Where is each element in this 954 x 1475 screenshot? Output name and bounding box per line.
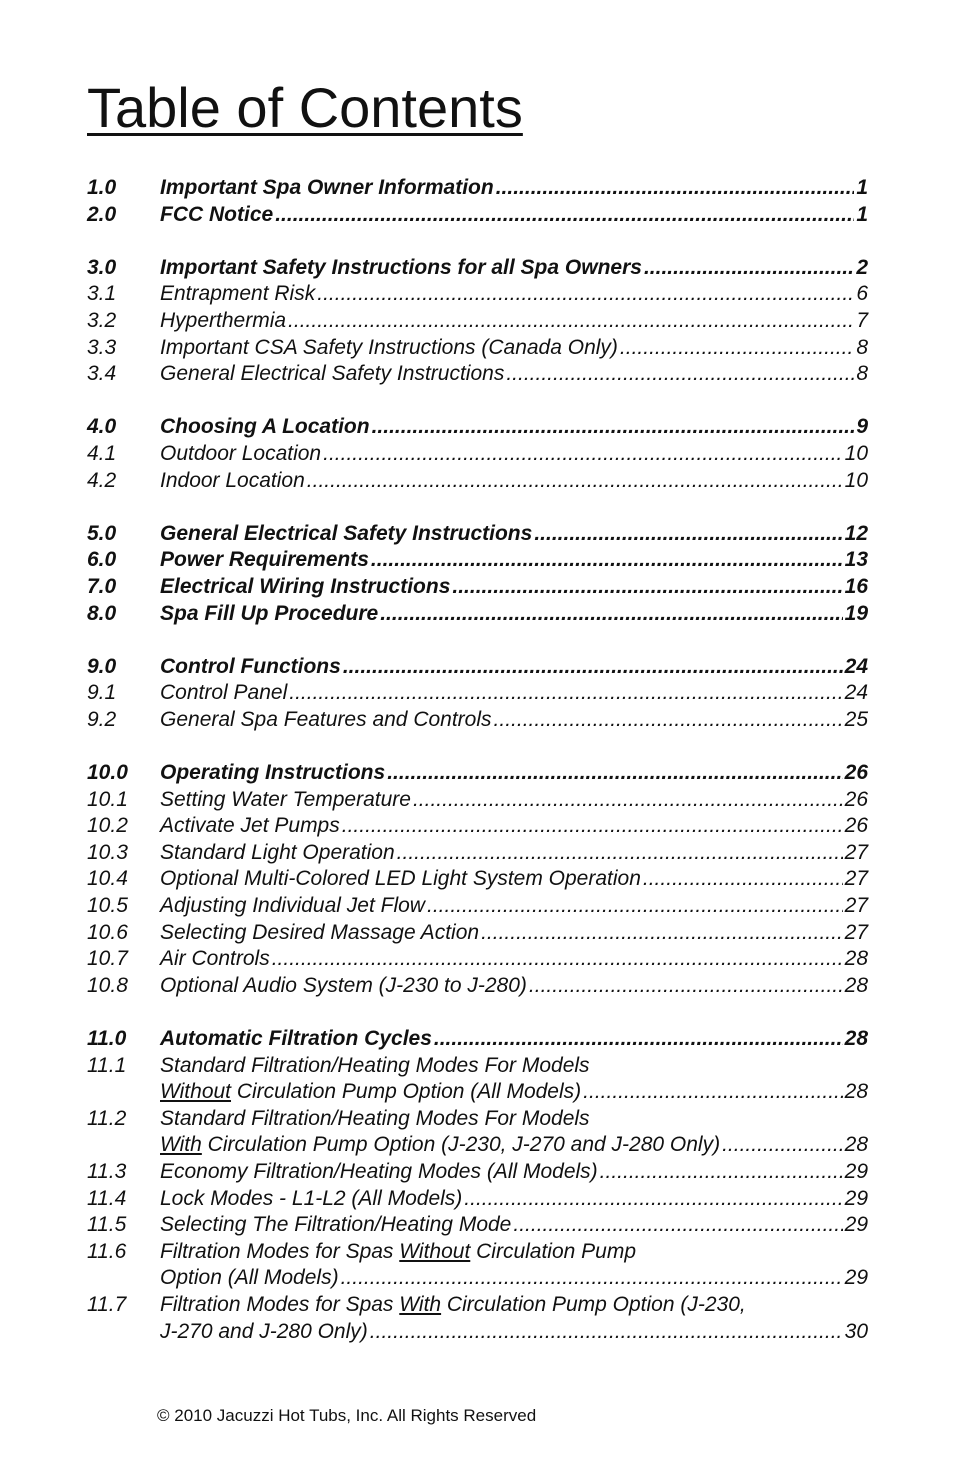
entry-title-emphasis: With [399,1292,442,1316]
page-number: 27 [844,867,868,891]
section-number: 9.1 [87,681,117,705]
entry-title: Important CSA Safety Instructions (Canada Only) [160,335,618,359]
dot-leader [643,866,843,893]
toc-entry[interactable] [87,547,868,574]
page-number: 7 [856,308,868,332]
dot-leader [323,441,843,468]
entry-title: Control Panel [160,681,288,705]
toc-entry[interactable] [87,521,868,548]
page-number: 10 [844,468,868,492]
page-number: 27 [844,920,868,944]
page-number: 8 [856,362,868,386]
section-number: 2.0 [87,202,117,226]
section-number: 1.0 [87,176,117,199]
section-number: 9.0 [87,654,117,678]
toc-entry[interactable] [87,601,868,628]
section-number: 11.7 [87,1292,127,1316]
page-number: 29 [844,1186,868,1210]
section-number: 10.4 [87,867,128,891]
section-number: 10.3 [87,840,128,864]
dot-leader [427,893,843,920]
entry-title: Automatic Filtration Cycles [160,1027,432,1050]
toc-entry[interactable] [87,335,868,362]
copyright-footer: © 2010 Jacuzzi Hot Tubs, Inc. All Rights Reserved [157,1406,537,1425]
section-number: 5.0 [87,521,117,545]
section-number: 11.5 [87,1213,127,1237]
section-number: 10.0 [87,761,128,785]
page-number: 10 [844,441,868,465]
dot-leader [317,281,854,308]
toc-entry[interactable] [87,654,868,681]
dot-leader [371,547,843,574]
toc-entry[interactable] [87,255,868,282]
toc-entry[interactable] [87,1026,868,1053]
toc-entry[interactable] [87,308,868,335]
entry-title: Adjusting Individual Jet Flow [160,894,425,918]
dot-leader [272,946,843,973]
page-number: 30 [844,1319,868,1343]
dot-leader [534,521,842,548]
page-number: 29 [844,1266,868,1290]
toc-entry[interactable] [87,281,868,308]
section-number: 3.4 [87,362,117,386]
page-number: 28 [844,1080,868,1104]
toc-entry[interactable] [87,680,868,707]
toc-entry[interactable] [87,574,868,601]
entry-title: General Electrical Safety Instructions [160,521,533,545]
dot-leader [372,414,855,441]
page-number: 2 [856,255,868,279]
section-number: 3.1 [87,282,117,306]
entry-title-emphasis: Without [160,1080,232,1104]
page-number: 26 [844,787,868,811]
page-number: 24 [844,654,868,678]
section-number: 3.2 [87,308,117,332]
entry-title: Choosing A Location [160,415,370,439]
section-number: 3.0 [87,255,117,279]
dot-leader [644,255,854,282]
page-number: 26 [844,761,868,785]
page-number: 19 [844,601,868,625]
page-number: 27 [844,894,868,918]
toc-entry[interactable] [87,813,868,840]
dot-leader [434,1026,843,1053]
entry-title: FCC Notice [160,202,274,226]
dot-leader [288,308,854,335]
toc-entry[interactable] [87,840,868,867]
section-number: 10.6 [87,920,128,944]
entry-title: Hyperthermia [160,308,287,332]
dot-leader [513,1212,842,1239]
entry-title: Standard Light Operation [160,840,395,864]
page-number: 16 [844,574,868,598]
dot-leader [583,1079,842,1106]
toc-entry[interactable] [87,441,868,468]
dot-leader [494,707,843,734]
dot-leader [289,680,842,707]
page-number: 28 [844,947,868,971]
entry-title: General Electrical Safety Instructions [160,362,505,386]
table-of-contents [87,175,868,1345]
section-number: 3.3 [87,335,117,359]
section-number: 11.4 [87,1186,127,1210]
page-number: 25 [844,707,868,731]
dot-leader [342,813,843,840]
dot-leader [307,468,843,495]
entry-title: Setting Water Temperature [160,787,411,811]
page-number: 29 [844,1159,868,1183]
dot-leader [343,654,843,681]
section-number: 10.7 [87,947,128,971]
section-number: 10.8 [87,973,128,997]
entry-title-part: Filtration Modes for Spas [160,1292,400,1316]
section-number: 7.0 [87,574,117,598]
page-number: 29 [844,1213,868,1237]
entry-title-part: Circulation Pump [470,1239,637,1263]
entry-title: J-270 and J-280 Only) [160,1319,368,1343]
dot-leader [600,1159,843,1186]
section-number: 6.0 [87,548,117,572]
toc-entry[interactable] [87,1186,868,1213]
entry-title: Selecting Desired Massage Action [160,920,480,944]
page-number: 13 [844,548,868,572]
page-number: 26 [844,814,868,838]
section-number: 9.2 [87,707,117,731]
section-number: 11.6 [87,1239,127,1263]
entry-title: Circulation Pump Option (J-230, J-270 and J-280 Only) [201,1133,721,1157]
entry-title: Selecting The Filtration/Heating Mode [160,1213,512,1237]
page-number: 12 [844,521,868,545]
toc-entry[interactable] [87,1212,868,1239]
page-number: 28 [844,973,868,997]
dot-leader [380,601,842,628]
page-number: 28 [844,1133,868,1157]
toc-entry[interactable] [87,760,868,787]
entry-title: Air Controls [160,947,270,971]
section-number: 10.2 [87,814,128,838]
entry-title: General Spa Features and Controls [160,707,492,731]
entry-title: Indoor Location [160,468,305,492]
entry-title: Lock Modes - L1-L2 (All Models) [160,1186,463,1210]
dot-leader [275,202,854,229]
dot-leader [464,1186,842,1213]
dot-leader [506,361,854,388]
page-number: 8 [856,335,868,359]
dot-leader [529,973,843,1000]
page-number: 28 [844,1027,868,1050]
entry-title: Entrapment Risk [160,282,316,306]
toc-entry[interactable] [87,468,868,495]
entry-title: Optional Audio System (J-230 to J-280) [160,973,527,997]
toc-entry[interactable] [87,866,868,893]
toc-entry[interactable] [87,1106,868,1159]
toc-entry[interactable] [87,361,868,388]
toc-entry[interactable] [87,202,868,229]
entry-title: Optional Multi-Colored LED Light System Operation [160,867,641,891]
dot-leader [397,840,843,867]
toc-entry[interactable] [87,1159,868,1186]
section-number: 11.3 [87,1159,127,1183]
entry-title: Power Requirements [160,548,369,572]
toc-entry[interactable] [87,414,868,441]
toc-entry[interactable] [87,920,868,947]
dot-leader [481,920,843,947]
entry-title: Control Functions [160,654,341,678]
dot-leader [496,175,855,202]
entry-title-emphasis: Without [399,1239,471,1263]
entry-title-part: Circulation Pump Option (J-230, [441,1292,746,1316]
entry-title-line: Standard Filtration/Heating Modes For Models [160,1053,590,1077]
dot-leader [341,1265,843,1292]
page-number: 24 [844,681,868,705]
section-number: 10.1 [87,787,128,811]
entry-title: Electrical Wiring Instructions [160,574,451,598]
section-number: 11.1 [87,1053,127,1077]
section-number: 8.0 [87,601,117,625]
entry-title: Spa Fill Up Procedure [160,601,379,625]
toc-entry[interactable] [87,707,868,734]
entry-title: Operating Instructions [160,761,386,785]
entry-title-emphasis: With [160,1133,202,1157]
page-number: 9 [856,415,868,439]
entry-title: Activate Jet Pumps [160,814,340,838]
entry-title: Important Safety Instructions for all Spa Owners [160,255,642,279]
section-number: 4.0 [87,415,117,439]
toc-entry[interactable] [87,787,868,814]
entry-title: Important Spa Owner Information [160,176,494,199]
toc-entry[interactable] [87,973,868,1000]
dot-leader [370,1319,843,1346]
page-number: 1 [856,176,868,199]
section-number: 4.1 [87,441,117,465]
page-title: Table of Contents [87,76,523,139]
page-number: 27 [844,840,868,864]
toc-entry[interactable] [87,1053,868,1106]
entry-title-part: Filtration Modes for Spas [160,1239,400,1263]
dot-leader [620,335,854,362]
dot-leader [387,760,842,787]
page-number: 1 [856,202,868,226]
page-number: 6 [856,282,868,306]
section-number: 11.0 [87,1027,127,1050]
entry-title: Outdoor Location [160,441,322,465]
section-number: 11.2 [87,1106,127,1130]
section-number: 4.2 [87,468,117,492]
toc-entry[interactable] [87,175,868,202]
entry-title: Circulation Pump Option (All Models) [231,1080,582,1104]
dot-leader [413,787,843,814]
entry-title: Option (All Models) [160,1266,339,1290]
section-number: 10.5 [87,894,128,918]
toc-entry[interactable] [87,1239,868,1292]
entry-title: Economy Filtration/Heating Modes (All Models) [160,1159,598,1183]
dot-leader [722,1132,843,1159]
entry-title-line: Standard Filtration/Heating Modes For Models [160,1106,590,1130]
toc-entry[interactable] [87,893,868,920]
dot-leader [452,574,842,601]
toc-entry[interactable] [87,1292,868,1345]
toc-entry[interactable] [87,946,868,973]
